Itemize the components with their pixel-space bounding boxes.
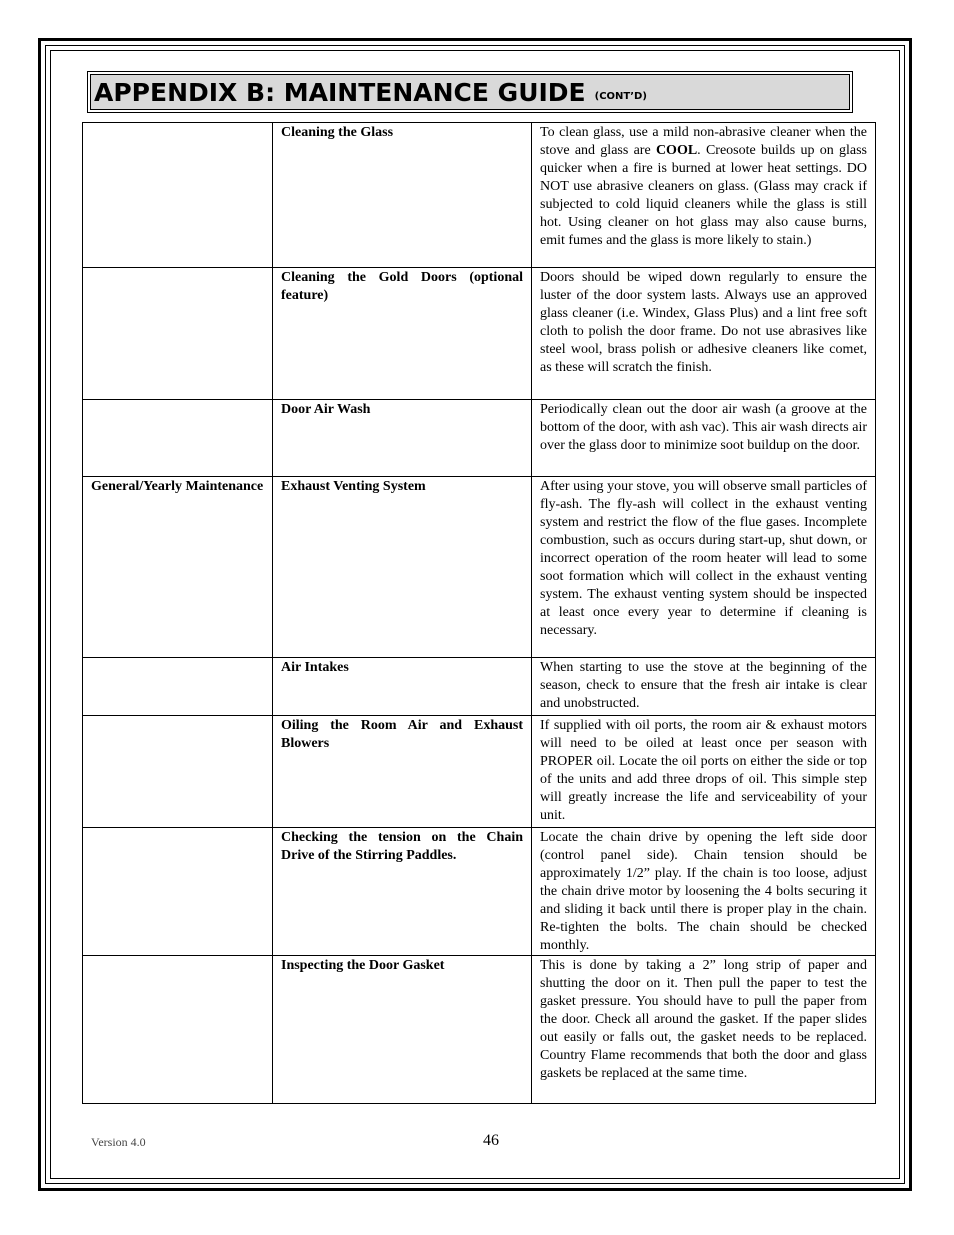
table-row [83, 477, 876, 658]
table-row [83, 828, 876, 956]
description-cell: When starting to use the stove at the beginning of the season, check to ensure that the fresh air intake is clear and unobstructed. [532, 658, 876, 716]
category-cell [83, 658, 273, 716]
table-row [83, 400, 876, 477]
category-cell [83, 400, 273, 477]
appendix-title-band [90, 74, 850, 110]
description-cell: After using your stove, you will observe small particles of fly-ash. The fly-ash will collect in the exhaust venting system and restrict the flow of the flue gases. Incomplete combustion, such as occurs during start-up, shut down, or incorrect operation of the room heater will lead to some soot formation which will collect in the exhaust venting system. The exhaust venting system should be inspected at least once every year to determine if cleaning is necessary. [532, 477, 876, 658]
description-cell: Periodically clean out the door air wash (a groove at the bottom of the door, with ash vac). This air wash directs air over the glass door to minimize soot buildup on the door. [532, 400, 876, 477]
appendix-title-suffix: (CONT’D) [594, 90, 647, 102]
version-label: Version 4.0 [91, 1135, 146, 1149]
description-cell [532, 123, 876, 268]
appendix-title-box [87, 71, 853, 113]
category-cell [83, 268, 273, 400]
description-cell: This is done by taking a 2” long strip of paper and shutting the door on it. Then pull the paper to test the gasket pressure. You should have to pull the paper from the door. Check all around the gasket. If the paper slides out easily or falls out, the gasket needs to be replaced. Country Flame recommends that both the door and glass gaskets be replaced at the same time. [532, 956, 876, 1104]
task-cell: Door Air Wash [273, 400, 532, 477]
category-cell [83, 956, 273, 1104]
table-row [83, 658, 876, 716]
description-cell: Doors should be wiped down regularly to ensure the luster of the door system lasts. Always use an approved glass cleaner (i.e. Windex, Glass Plus) and a lint free soft cloth to polish the door frame. Do not use abrasives like steel wool, brass polish or adhesive cleaners like comet, as these will scratch the finish. [532, 268, 876, 400]
task-cell: Air Intakes [273, 658, 532, 716]
maintenance-table [82, 122, 876, 1104]
description-cell: If supplied with oil ports, the room air & exhaust motors will need to be oiled at least once per season with PROPER oil. Locate the oil ports on either the side or top of the units and add three drops of oil. This simple step will greatly increase the life and serviceability of your unit. [532, 716, 876, 828]
table-row [83, 956, 876, 1104]
category-cell [83, 828, 273, 956]
description-text: To clean glass, use a mild non-abrasive cleaner when the stove and glass are [540, 125, 867, 158]
category-cell [83, 716, 273, 828]
category-cell [83, 123, 273, 268]
task-cell: Cleaning the Gold Doors (optional feature) [273, 268, 532, 400]
task-cell: Cleaning the Glass [273, 123, 532, 268]
task-cell: Exhaust Venting System [273, 477, 532, 658]
description-emphasis: COOL [655, 143, 698, 158]
appendix-title: APPENDIX B: MAINTENANCE GUIDE [94, 77, 586, 107]
category-cell: General/Yearly Maintenance [83, 477, 273, 658]
table-row [83, 268, 876, 400]
task-cell: Checking the tension on the Chain Drive of the Stirring Paddles. [273, 828, 532, 956]
description-text: . Creosote builds up on glass quicker when a fire is burned at lower heat settings. DO NOT use abrasive cleaners on glass. (Glass may crack if subjected to cold liquid cleaners while the glass is still hot. Using cleaner on hot glass may also cause burns, emit fumes and the glass is more likely to stain.) [540, 143, 868, 248]
page-number: 46 [483, 1132, 499, 1149]
description-cell: Locate the chain drive by opening the left side door (control panel side). Chain tension should be approximately 1/2” play. If the chain is too loose, adjust the chain drive motor by loosening the 4 bolts securing it and sliding it back until there is proper play in the chain. Re-tighten the bolts. The chain should be checked monthly. [532, 828, 876, 956]
table-row [83, 716, 876, 828]
task-cell: Inspecting the Door Gasket [273, 956, 532, 1104]
table-row [83, 123, 876, 268]
task-cell: Oiling the Room Air and Exhaust Blowers [273, 716, 532, 828]
